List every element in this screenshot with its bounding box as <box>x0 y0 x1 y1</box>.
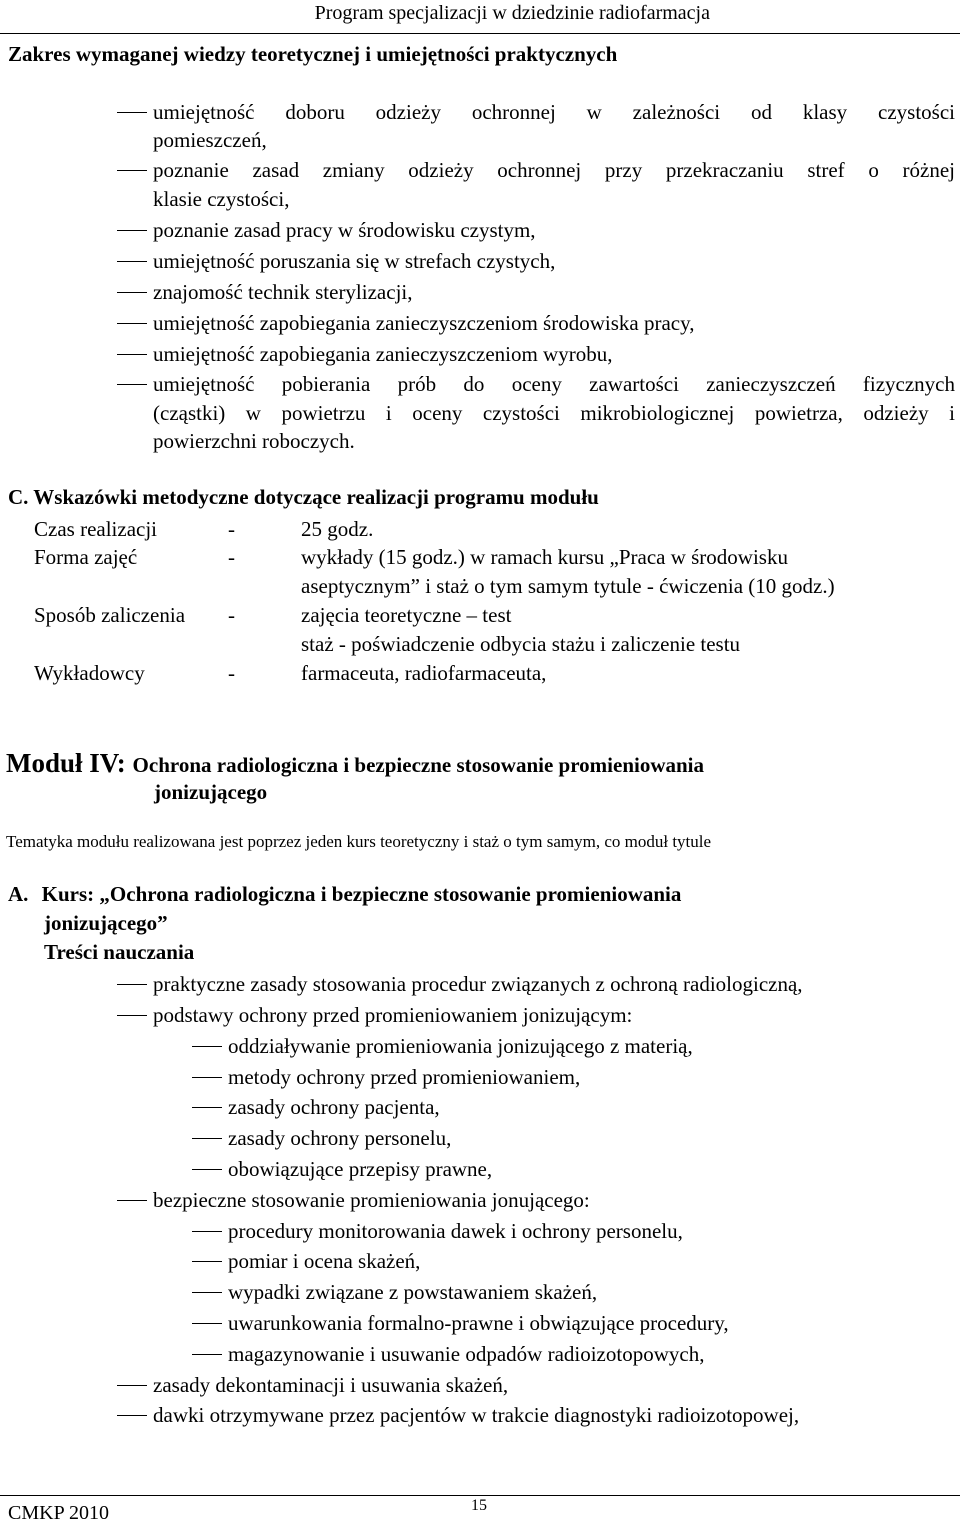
section-title: Zakres wymaganej wiedzy teoretycznej i umiejętności praktycznych <box>8 42 618 66</box>
page-header: Program specjalizacji w dziedzinie radiofarmacja <box>314 2 710 24</box>
dash-bullet-icon <box>192 1169 222 1170</box>
list-item-continuation: klasie czystości, <box>153 187 290 211</box>
sub-list-item: zasady ochrony pacjenta, <box>0 1092 960 1123</box>
dash-bullet-icon <box>117 1415 147 1416</box>
sub-list-item: magazynowanie i usuwanie odpadów radioizotopowych, <box>0 1339 960 1370</box>
info-separator: - <box>228 603 235 627</box>
dash-bullet-icon <box>192 1107 222 1108</box>
info-label: Wykładowcy <box>34 661 145 685</box>
info-value: wykłady (15 godz.) w ramach kursu „Praca w środowisku <box>301 545 788 569</box>
dash-bullet-icon <box>117 1200 147 1201</box>
list-item: poznanie zasad zmiany odzieży ochronnej przy przekraczaniu stref o różnej <box>0 155 960 186</box>
info-separator: - <box>228 517 235 541</box>
footer-label: CMKP 2010 <box>8 1502 109 1524</box>
info-label: Forma zajęć <box>34 545 138 569</box>
dash-bullet-icon <box>192 1077 222 1078</box>
dash-bullet-icon <box>117 984 147 985</box>
info-value: zajęcia teoretyczne – test <box>301 603 512 627</box>
list-item: znajomość technik sterylizacji, <box>0 277 960 308</box>
dash-bullet-icon <box>117 292 147 293</box>
list-item: dawki otrzymywane przez pacjentów w trakcie diagnostyki radioizotopowej, <box>0 1400 960 1431</box>
list-item: umiejętność pobierania prób do oceny zawartości zanieczyszczeń fizycznych <box>0 369 960 400</box>
list-item: podstawy ochrony przed promieniowaniem jonizującym: <box>0 1000 960 1031</box>
sub-list-item: obowiązujące przepisy prawne, <box>0 1154 960 1185</box>
list-item-continuation: pomieszczeń, <box>153 128 267 152</box>
dash-bullet-icon <box>192 1231 222 1232</box>
module-label: Moduł IV: <box>6 748 126 778</box>
sub-list-item: pomiar i ocena skażeń, <box>0 1246 960 1277</box>
dash-bullet-icon <box>117 1015 147 1016</box>
course-title: Kurs: „Ochrona radiologiczna i bezpieczne stosowanie promieniowania <box>41 882 682 906</box>
dash-bullet-icon <box>117 170 147 171</box>
course-prefix: A. <box>8 882 29 906</box>
dash-bullet-icon <box>117 112 147 113</box>
dash-bullet-icon <box>192 1354 222 1355</box>
sub-list-item: oddziaływanie promieniowania jonizującego z materią, <box>0 1031 960 1062</box>
list-item: praktyczne zasady stosowania procedur związanych z ochroną radiologiczną, <box>0 969 960 1000</box>
header-divider <box>0 33 960 34</box>
dash-bullet-icon <box>117 354 147 355</box>
content-heading: Treści nauczania <box>44 940 195 964</box>
sub-list-item: wypadki związane z powstawaniem skażeń, <box>0 1277 960 1308</box>
page-number: 15 <box>471 1497 487 1514</box>
module-heading <box>6 748 704 779</box>
info-separator: - <box>228 661 235 685</box>
list-item: umiejętność poruszania się w strefach czystych, <box>0 246 960 277</box>
info-value: 25 godz. <box>301 517 374 541</box>
course-title-continuation: jonizującego” <box>44 911 168 935</box>
dash-bullet-icon <box>117 323 147 324</box>
dash-bullet-icon <box>192 1046 222 1047</box>
info-value-continuation: staż - poświadczenie odbycia stażu i zaliczenie testu <box>301 632 741 656</box>
module-title: Ochrona radiologiczna i bezpieczne stosowanie promieniowania <box>132 753 705 777</box>
module-title-continuation: jonizującego <box>154 780 268 804</box>
section-c-title: C. Wskazówki metodyczne dotyczące realizacji programu modułu <box>8 485 599 509</box>
course-heading <box>8 882 681 907</box>
list-item: zasady dekontaminacji i usuwania skażeń, <box>0 1370 960 1401</box>
sub-list-item: zasady ochrony personelu, <box>0 1123 960 1154</box>
dash-bullet-icon <box>117 230 147 231</box>
list-item: bezpieczne stosowanie promieniowania jonującego: <box>0 1185 960 1216</box>
list-item-continuation: (cząstki) w powietrzu i oceny czystości mikrobiologicznej powietrza, odzieży i <box>153 401 955 425</box>
dash-bullet-icon <box>192 1138 222 1139</box>
dash-bullet-icon <box>117 261 147 262</box>
sub-list-item: uwarunkowania formalno-prawne i obwiązujące procedury, <box>0 1308 960 1339</box>
list-item: poznanie zasad pracy w środowisku czystym, <box>0 215 960 246</box>
sub-list-item: metody ochrony przed promieniowaniem, <box>0 1062 960 1093</box>
info-label: Czas realizacji <box>34 517 158 541</box>
dash-bullet-icon <box>117 384 147 385</box>
list-item: umiejętność doboru odzieży ochronnej w zależności od klasy czystości <box>0 97 960 128</box>
module-intro: Tematyka modułu realizowana jest poprzez jeden kurs teoretyczny i staż o tym samym, co moduł tytule <box>6 832 712 851</box>
sub-list-item: procedury monitorowania dawek i ochrony personelu, <box>0 1216 960 1247</box>
info-value-continuation: aseptycznym” i staż o tym samym tytule - ćwiczenia (10 godz.) <box>301 574 835 598</box>
dash-bullet-icon <box>192 1292 222 1293</box>
dash-bullet-icon <box>117 1385 147 1386</box>
footer-divider <box>0 1495 960 1496</box>
list-item: umiejętność zapobiegania zanieczyszczeniom środowiska pracy, <box>0 308 960 339</box>
info-label: Sposób zaliczenia <box>34 603 186 627</box>
dash-bullet-icon <box>192 1261 222 1262</box>
info-separator: - <box>228 545 235 569</box>
list-item-continuation: powierzchni roboczych. <box>153 429 355 453</box>
dash-bullet-icon <box>192 1323 222 1324</box>
list-item: umiejętność zapobiegania zanieczyszczeniom wyrobu, <box>0 339 960 370</box>
info-value: farmaceuta, radiofarmaceuta, <box>301 661 547 685</box>
